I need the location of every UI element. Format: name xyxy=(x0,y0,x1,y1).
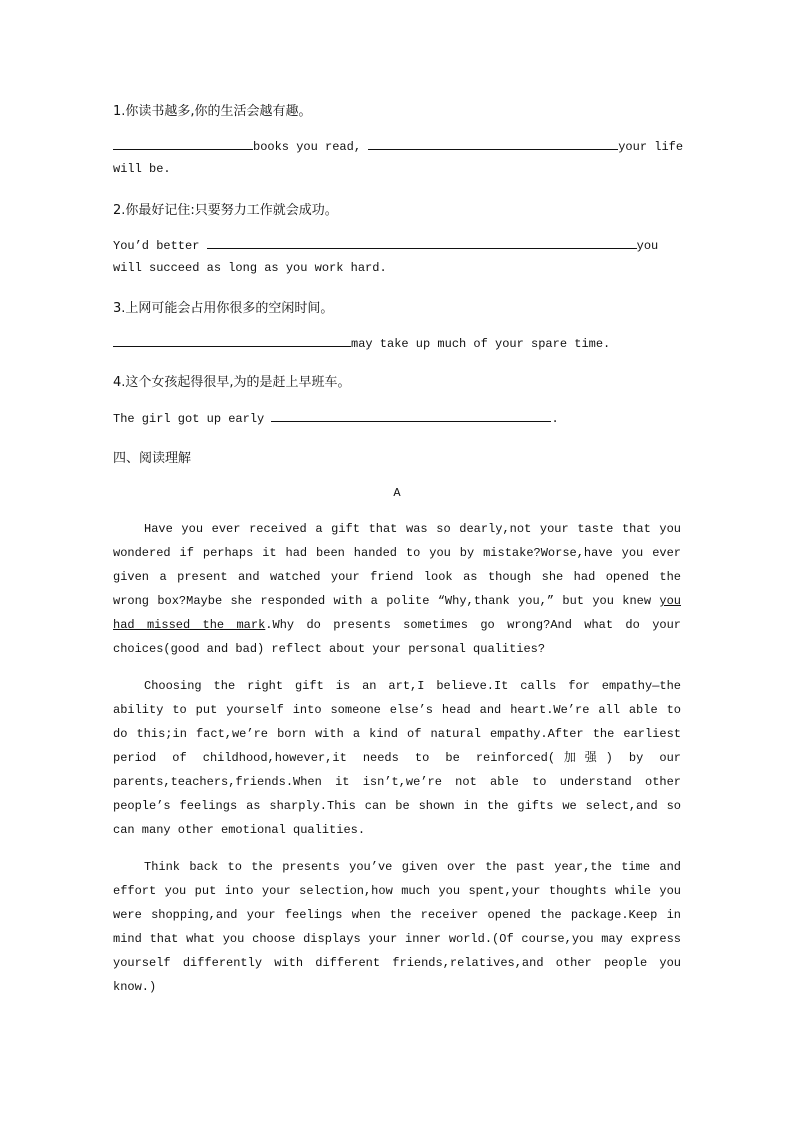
question-1-text-c: will be. xyxy=(113,162,171,176)
passage-label: A xyxy=(393,486,401,500)
answer-blank[interactable] xyxy=(368,138,618,150)
question-2-prompt: 2.你最好记住:只要努力工作就会成功。 xyxy=(113,203,338,218)
question-2-text-b: you xyxy=(636,239,659,253)
question-1-line-1 xyxy=(113,138,683,154)
paragraph-3-text: Think back to the presents you’ve given over the past year,the time and effort you put into your selection,how much you spent,your thoughts while you were shopping,and your feelings when the receiver opened the package.Keep in mind that what you choose displays your inner world.(Of course,you may express yourself differently with different friends,relatives,and other people you know.) xyxy=(113,860,681,994)
question-1-text-b: your life xyxy=(618,140,684,154)
question-4-prompt: 4.这个女孩起得很早,为的是赶上早班车。 xyxy=(113,375,351,390)
question-3-prompt: 3.上网可能会占用你很多的空闲时间。 xyxy=(113,301,334,316)
paragraph-1-text-a: Have you ever received a gift that was so dearly,not your taste that you wondered if perhaps it had been handed to you by mistake?Worse,have you ever given a present and watched your friend look as though she had opened the wrong box?Maybe she responded with a polite “Why,thank you,” but you knew xyxy=(113,522,681,608)
question-2-text-a: You’d better xyxy=(113,239,200,253)
section-title: 四、阅读理解 xyxy=(113,451,192,466)
answer-blank[interactable] xyxy=(271,410,551,422)
passage-paragraph-3 xyxy=(113,855,681,999)
question-2-text-c: will succeed as long as you work hard. xyxy=(113,261,387,275)
question-3-text-a: may take up much of your spare time. xyxy=(351,337,611,351)
question-3-line-1 xyxy=(113,335,610,351)
question-4-line-1 xyxy=(113,410,559,426)
passage-paragraph-1 xyxy=(113,517,681,661)
answer-blank[interactable] xyxy=(207,237,637,249)
answer-blank[interactable] xyxy=(113,335,351,347)
passage-paragraph-2 xyxy=(113,674,681,842)
question-4-text-b: . xyxy=(551,412,559,426)
question-1-text-a: books you read, xyxy=(253,140,362,154)
paragraph-1-text-b: .Why do presents sometimes go wrong?And what do your choices(good and bad) reflect about your personal qualities? xyxy=(113,618,681,656)
question-1-prompt: 1.你读书越多,你的生活会越有趣。 xyxy=(113,104,312,119)
question-2-line-1 xyxy=(113,237,658,253)
paragraph-2-text: Choosing the right gift is an art,I believe.It calls for empathy—the ability to put yourself into someone else’s head and heart.We’re all able to do this;in fact,we’re born with a kind of natural empathy.After the earliest period of childhood,however,it needs to be reinforced(加强) by our parents,teachers,friends.When it isn’t,we’re not able to understand other people’s feelings as sharply.This can be shown in the gifts we select,and so can many other emotional qualities. xyxy=(113,679,681,837)
question-4-text-a: The girl got up early xyxy=(113,412,265,426)
answer-blank[interactable] xyxy=(113,138,253,150)
underlined-phrase: you had missed the mark xyxy=(113,594,681,632)
